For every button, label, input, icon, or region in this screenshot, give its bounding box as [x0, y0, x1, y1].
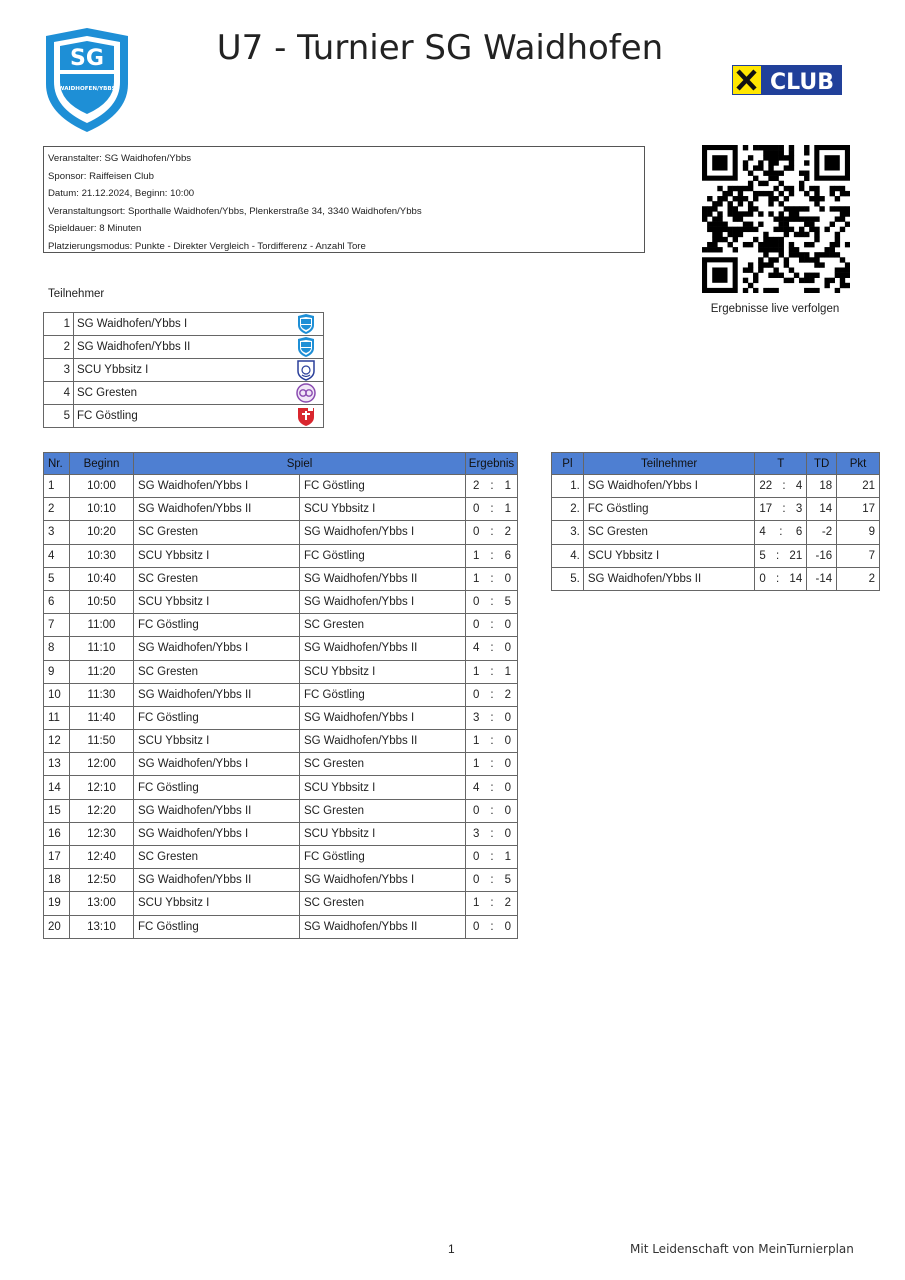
participant-row — [44, 336, 324, 359]
standings-row — [552, 475, 880, 498]
match-result — [466, 660, 518, 683]
match-row — [44, 475, 518, 498]
match-row — [44, 869, 518, 892]
match-number: 10 — [44, 683, 70, 706]
match-time: 11:20 — [70, 660, 134, 683]
match-result — [466, 706, 518, 729]
match-time: 12:40 — [70, 846, 134, 869]
match-row — [44, 614, 518, 637]
match-row — [44, 753, 518, 776]
match-time: 10:10 — [70, 498, 134, 521]
goals-separator: : — [782, 480, 786, 493]
match-row — [44, 637, 518, 660]
match-number: 17 — [44, 846, 70, 869]
match-row — [44, 730, 518, 753]
score-separator: : — [490, 920, 494, 933]
match-home-team: SC Gresten — [134, 521, 300, 544]
match-result — [466, 730, 518, 753]
match-row — [44, 521, 518, 544]
away-goals: 1 — [504, 851, 511, 864]
standings-team: SG Waidhofen/Ybbs I — [583, 475, 755, 498]
score-separator: : — [490, 549, 494, 562]
match-result — [466, 846, 518, 869]
home-goals: 0 — [473, 688, 480, 701]
match-away-team: SG Waidhofen/Ybbs II — [300, 915, 466, 938]
match-number: 18 — [44, 869, 70, 892]
match-away-team: FC Göstling — [300, 683, 466, 706]
svg-text:SG: SG — [70, 46, 104, 71]
svg-text:WAIDHOFEN/YBBS: WAIDHOFEN/YBBS — [58, 86, 116, 92]
info-sponsor: Sponsor: Raiffeisen Club — [48, 170, 154, 182]
participant-number: 4 — [44, 382, 74, 405]
match-home-team: SCU Ybbsitz I — [134, 544, 300, 567]
col-header-teilnehmer: Teilnehmer — [583, 453, 755, 475]
match-time: 12:30 — [70, 822, 134, 845]
match-number: 12 — [44, 730, 70, 753]
match-row — [44, 567, 518, 590]
home-goals: 3 — [473, 711, 480, 724]
match-time: 11:10 — [70, 637, 134, 660]
match-home-team: SCU Ybbsitz I — [134, 730, 300, 753]
score-separator: : — [490, 480, 494, 493]
match-home-team: FC Göstling — [134, 614, 300, 637]
standings-points: 17 — [837, 498, 880, 521]
standings-goals — [755, 475, 807, 498]
match-result — [466, 915, 518, 938]
match-number: 4 — [44, 544, 70, 567]
goals-for: 17 — [759, 503, 773, 516]
match-away-team: SG Waidhofen/Ybbs I — [300, 706, 466, 729]
match-result — [466, 822, 518, 845]
standings-table — [551, 452, 880, 591]
match-number: 11 — [44, 706, 70, 729]
goals-against: 6 — [795, 526, 803, 539]
goals-separator: : — [776, 549, 780, 562]
participant-row — [44, 313, 324, 336]
standings-team: SC Gresten — [583, 521, 755, 544]
score-separator: : — [490, 526, 494, 539]
match-result — [466, 683, 518, 706]
match-row — [44, 892, 518, 915]
score-separator: : — [490, 874, 494, 887]
standings-goals — [755, 498, 807, 521]
match-result — [466, 521, 518, 544]
participant-row — [44, 359, 324, 382]
away-goals: 0 — [504, 735, 511, 748]
match-row — [44, 498, 518, 521]
match-time: 13:00 — [70, 892, 134, 915]
home-goals: 4 — [473, 642, 480, 655]
match-home-team: SC Gresten — [134, 567, 300, 590]
match-home-team: SCU Ybbsitz I — [134, 590, 300, 613]
match-result — [466, 614, 518, 637]
participants-heading: Teilnehmer — [48, 288, 105, 300]
score-separator: : — [490, 851, 494, 864]
match-away-team: SG Waidhofen/Ybbs II — [300, 637, 466, 660]
home-goals: 0 — [473, 804, 480, 817]
participants-table — [43, 312, 324, 428]
standings-goal-difference: 18 — [807, 475, 837, 498]
col-header-pkt: Pkt — [837, 453, 880, 475]
home-goals: 1 — [473, 549, 480, 562]
standings-row — [552, 498, 880, 521]
match-time: 10:00 — [70, 475, 134, 498]
home-goals: 0 — [473, 503, 480, 516]
standings-row — [552, 567, 880, 590]
home-goals: 4 — [473, 781, 480, 794]
col-header-tore: T — [755, 453, 807, 475]
match-result — [466, 869, 518, 892]
match-home-team: SCU Ybbsitz I — [134, 892, 300, 915]
standings-place: 2. — [552, 498, 584, 521]
match-time: 10:50 — [70, 590, 134, 613]
match-number: 20 — [44, 915, 70, 938]
match-time: 10:40 — [70, 567, 134, 590]
match-result — [466, 799, 518, 822]
home-goals: 0 — [473, 596, 480, 609]
info-organizer: Veranstalter: SG Waidhofen/Ybbs — [48, 153, 192, 164]
match-time: 11:00 — [70, 614, 134, 637]
match-row — [44, 915, 518, 938]
standings-place: 5. — [552, 567, 584, 590]
match-home-team: SG Waidhofen/Ybbs I — [134, 753, 300, 776]
match-number: 2 — [44, 498, 70, 521]
home-goals: 3 — [473, 827, 480, 840]
match-home-team: SC Gresten — [134, 660, 300, 683]
match-number: 1 — [44, 475, 70, 498]
match-result — [466, 498, 518, 521]
match-away-team: SCU Ybbsitz I — [300, 498, 466, 521]
match-away-team: SC Gresten — [300, 614, 466, 637]
away-goals: 1 — [504, 480, 511, 493]
goals-separator: : — [779, 526, 783, 539]
info-date: Datum: 21.12.2024, Beginn: 10:00 — [48, 188, 195, 200]
score-separator: : — [490, 503, 494, 516]
info-duration: Spieldauer: 8 Minuten — [48, 223, 142, 235]
col-header-nr: Nr. — [44, 453, 70, 475]
home-goals: 0 — [473, 874, 480, 887]
match-row — [44, 706, 518, 729]
home-goals: 1 — [473, 572, 480, 585]
qr-code[interactable] — [702, 145, 850, 293]
match-time: 12:20 — [70, 799, 134, 822]
away-goals: 5 — [504, 874, 511, 887]
standings-goal-difference: -14 — [807, 567, 837, 590]
match-row — [44, 822, 518, 845]
match-away-team: SCU Ybbsitz I — [300, 822, 466, 845]
match-away-team: SG Waidhofen/Ybbs II — [300, 730, 466, 753]
standings-team: FC Göstling — [583, 498, 755, 521]
away-goals: 2 — [504, 688, 511, 701]
match-home-team: SG Waidhofen/Ybbs II — [134, 869, 300, 892]
standings-goals — [755, 567, 807, 590]
col-header-pl: Pl — [552, 453, 584, 475]
home-goals: 0 — [473, 920, 480, 933]
match-result — [466, 590, 518, 613]
away-goals: 0 — [504, 758, 511, 771]
match-time: 11:50 — [70, 730, 134, 753]
match-time: 11:40 — [70, 706, 134, 729]
standings-goal-difference: -16 — [807, 544, 837, 567]
away-goals: 0 — [504, 711, 511, 724]
participant-row — [44, 382, 324, 405]
score-separator: : — [490, 665, 494, 678]
match-time: 13:10 — [70, 915, 134, 938]
match-home-team: SC Gresten — [134, 846, 300, 869]
match-away-team: SG Waidhofen/Ybbs I — [300, 590, 466, 613]
fcg-crest-icon — [290, 405, 324, 428]
qr-caption: Ergebnisse live verfolgen — [710, 303, 840, 315]
home-goals: 0 — [473, 619, 480, 632]
match-result — [466, 475, 518, 498]
match-result — [466, 544, 518, 567]
standings-place: 1. — [552, 475, 584, 498]
standings-place: 3. — [552, 521, 584, 544]
match-number: 7 — [44, 614, 70, 637]
schedule-table — [43, 452, 518, 939]
score-separator: : — [490, 572, 494, 585]
match-number: 6 — [44, 590, 70, 613]
scg-crest-icon — [290, 382, 324, 405]
away-goals: 5 — [504, 596, 511, 609]
match-result — [466, 753, 518, 776]
col-header-td: TD — [807, 453, 837, 475]
standings-points: 21 — [837, 475, 880, 498]
goals-against: 21 — [789, 549, 803, 562]
away-goals: 2 — [504, 897, 511, 910]
standings-team: SCU Ybbsitz I — [583, 544, 755, 567]
match-number: 16 — [44, 822, 70, 845]
col-header-ergebnis: Ergebnis — [466, 453, 518, 475]
match-time: 11:30 — [70, 683, 134, 706]
score-separator: : — [490, 897, 494, 910]
standings-team: SG Waidhofen/Ybbs II — [583, 567, 755, 590]
participant-number: 1 — [44, 313, 74, 336]
page-number: 1 — [448, 1242, 455, 1256]
score-separator: : — [490, 827, 494, 840]
match-home-team: SG Waidhofen/Ybbs II — [134, 683, 300, 706]
match-away-team: SG Waidhofen/Ybbs I — [300, 521, 466, 544]
standings-goals — [755, 521, 807, 544]
match-row — [44, 799, 518, 822]
info-venue: Veranstaltungsort: Sporthalle Waidhofen/Ybbs, Plenkerstraße 34, 3340 Waidhofen/Ybbs — [48, 205, 422, 217]
away-goals: 0 — [504, 781, 511, 794]
score-separator: : — [490, 596, 494, 609]
match-result — [466, 637, 518, 660]
match-result — [466, 892, 518, 915]
info-ranking-mode: Platzierungsmodus: Punkte - Direkter Vergleich - Tordifferenz - Anzahl Tore — [48, 240, 366, 252]
tournament-info-box — [43, 146, 645, 253]
standings-place: 4. — [552, 544, 584, 567]
goals-against: 3 — [795, 503, 803, 516]
standings-row — [552, 521, 880, 544]
match-number: 9 — [44, 660, 70, 683]
match-home-team: FC Göstling — [134, 915, 300, 938]
match-time: 10:30 — [70, 544, 134, 567]
match-number: 19 — [44, 892, 70, 915]
away-goals: 0 — [504, 920, 511, 933]
participant-row — [44, 405, 324, 428]
home-goals: 1 — [473, 758, 480, 771]
match-away-team: SC Gresten — [300, 753, 466, 776]
match-result — [466, 776, 518, 799]
match-home-team: FC Göstling — [134, 706, 300, 729]
match-away-team: SG Waidhofen/Ybbs II — [300, 567, 466, 590]
score-separator: : — [490, 735, 494, 748]
away-goals: 2 — [504, 526, 511, 539]
goals-separator: : — [776, 572, 780, 585]
goals-separator: : — [782, 503, 786, 516]
participant-name: SG Waidhofen/Ybbs I — [74, 313, 290, 336]
home-goals: 0 — [473, 851, 480, 864]
away-goals: 6 — [504, 549, 511, 562]
away-goals: 0 — [504, 804, 511, 817]
home-goals: 1 — [473, 665, 480, 678]
score-separator: : — [490, 804, 494, 817]
participant-name: FC Göstling — [74, 405, 290, 428]
match-row — [44, 683, 518, 706]
sg-crest-icon — [290, 336, 324, 359]
goals-for: 0 — [759, 572, 766, 585]
match-number: 13 — [44, 753, 70, 776]
match-number: 8 — [44, 637, 70, 660]
match-home-team: SG Waidhofen/Ybbs II — [134, 498, 300, 521]
match-time: 12:10 — [70, 776, 134, 799]
score-separator: : — [490, 781, 494, 794]
sg-crest-icon — [290, 313, 324, 336]
scu-crest-icon — [290, 359, 324, 382]
page-title: U7 - Turnier SG Waidhofen — [216, 28, 664, 68]
match-away-team: SC Gresten — [300, 892, 466, 915]
home-goals: 1 — [473, 897, 480, 910]
away-goals: 1 — [504, 503, 511, 516]
standings-points: 7 — [837, 544, 880, 567]
footer-credit[interactable]: Mit Leidenschaft von MeinTurnierplan — [630, 1242, 854, 1256]
away-goals: 0 — [504, 827, 511, 840]
match-home-team: FC Göstling — [134, 776, 300, 799]
home-goals: 1 — [473, 735, 480, 748]
participant-number: 2 — [44, 336, 74, 359]
score-separator: : — [490, 688, 494, 701]
goals-for: 5 — [759, 549, 766, 562]
home-goals: 2 — [473, 480, 480, 493]
away-goals: 0 — [504, 572, 511, 585]
standings-points: 9 — [837, 521, 880, 544]
goals-for: 22 — [759, 480, 773, 493]
match-away-team: FC Göstling — [300, 846, 466, 869]
participant-number: 3 — [44, 359, 74, 382]
score-separator: : — [490, 642, 494, 655]
match-row — [44, 660, 518, 683]
match-number: 15 — [44, 799, 70, 822]
score-separator: : — [490, 711, 494, 724]
standings-goals — [755, 544, 807, 567]
home-goals: 0 — [473, 526, 480, 539]
goals-against: 4 — [795, 480, 803, 493]
standings-goal-difference: -2 — [807, 521, 837, 544]
match-away-team: SCU Ybbsitz I — [300, 660, 466, 683]
match-away-team: FC Göstling — [300, 544, 466, 567]
match-row — [44, 846, 518, 869]
match-away-team: FC Göstling — [300, 475, 466, 498]
goals-against: 14 — [789, 572, 803, 585]
match-home-team: SG Waidhofen/Ybbs I — [134, 475, 300, 498]
participant-number: 5 — [44, 405, 74, 428]
col-header-spiel: Spiel — [134, 453, 466, 475]
score-separator: : — [490, 619, 494, 632]
match-row — [44, 776, 518, 799]
match-home-team: SG Waidhofen/Ybbs I — [134, 822, 300, 845]
match-time: 10:20 — [70, 521, 134, 544]
match-row — [44, 544, 518, 567]
score-separator: : — [490, 758, 494, 771]
match-number: 3 — [44, 521, 70, 544]
match-home-team: SG Waidhofen/Ybbs I — [134, 637, 300, 660]
match-number: 14 — [44, 776, 70, 799]
standings-points: 2 — [837, 567, 880, 590]
away-goals: 0 — [504, 642, 511, 655]
match-home-team: SG Waidhofen/Ybbs II — [134, 799, 300, 822]
participant-name: SC Gresten — [74, 382, 290, 405]
match-row — [44, 590, 518, 613]
away-goals: 1 — [504, 665, 511, 678]
col-header-beginn: Beginn — [70, 453, 134, 475]
match-away-team: SCU Ybbsitz I — [300, 776, 466, 799]
participant-name: SG Waidhofen/Ybbs II — [74, 336, 290, 359]
standings-row — [552, 544, 880, 567]
match-number: 5 — [44, 567, 70, 590]
match-time: 12:50 — [70, 869, 134, 892]
participant-name: SCU Ybbsitz I — [74, 359, 290, 382]
match-time: 12:00 — [70, 753, 134, 776]
raiffeisen-club-logo — [732, 65, 842, 95]
match-away-team: SG Waidhofen/Ybbs I — [300, 869, 466, 892]
sg-waidhofen-logo — [42, 26, 132, 134]
match-result — [466, 567, 518, 590]
match-away-team: SC Gresten — [300, 799, 466, 822]
away-goals: 0 — [504, 619, 511, 632]
goals-for: 4 — [759, 526, 766, 539]
svg-text:CLUB: CLUB — [769, 70, 835, 95]
standings-goal-difference: 14 — [807, 498, 837, 521]
